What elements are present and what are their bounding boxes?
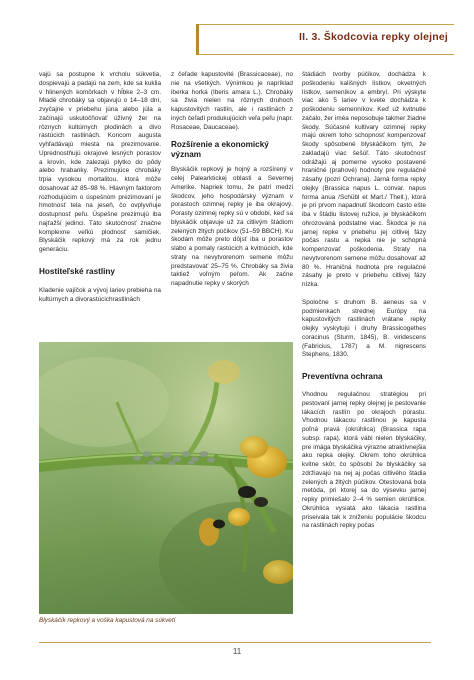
text-column-3: [302, 71, 426, 531]
photo-illustration: [39, 342, 293, 614]
insect-photo: [39, 342, 293, 614]
paragraph: Kladenie vajíčok a vývoj lariev prebieha na kultúrnych a divorastúcichrastlinách: [39, 286, 161, 303]
page-number: 11: [232, 647, 242, 656]
section-heading-host-plants: Hostiteľské rastliny: [39, 266, 115, 276]
paragraph: Spoločne s druhom B. aeneus sa v podmienkach strednej Európy na kapustovitých rastlinách vrátane repky olejky vyskytujú i druhy Brassicogethes coracinus (Sturm, 1845), B. viridescens (Fabricius, 1787) a M. nigrescens Stephens, 1830.: [302, 298, 426, 359]
paragraph: Vhodnou regulačnou stratégiou pri pestovaní jarnej repky olejnej je pestovanie lákacích rastlín po okrajoch porastu. Vhodnou lákacou rastlinou je kapusta poľná pravá (okrúhlica) (Brassica rapa subsp. rapa), ktorá vábi nielen blyskáčiky, pre imága blyskáčika výrazne atraktívnejšia ako repka olejky. Okrem toho okrúhlica kvitne skôr, čo spôsobí že blyskáčiky sa zdržiavajú na nej aj počas citlivého štádia zelených a žltých púčikov. Otestovaná bola metóda, pri ktorej sa do výsevku jarnej repky primiešalo 2–4 % semien okrúhlice. Okrúhlica vysiatá ako lákacia rastlina priseivala tak k zníženiu populácie škodcu na rastlinách repky počas: [302, 391, 426, 530]
section-heading-prevention: Preventívna ochrana: [302, 372, 383, 381]
text-column-1: [39, 71, 161, 304]
text-column-2: [171, 71, 293, 289]
chapter-title: II. 3. Škodcovia repky olejnej: [299, 31, 448, 43]
paragraph: vajú sa postupne k vrcholu súkvetia, dospievajú a padajú na zem, kde sa kuklia v hlinených komôrkach v hĺbke 2–3 cm. Mladé chrobáky sa objavujú o 14–18 dní, zvyčajne v priebehu júna alebo júla a začínajú uskutočňovať úživný žer na rôznych kultúrnych plodinách a divo rastúcich rastlinách. Koncom augusta vyhľadávajú miesta na prezimovanie. Uprednostňujú okrajové lesných porastov a krovín, kde zalezajú plytko do pôdy alebo hrabanky. Prezimujúce chrobáky trpia vysokou mortalitou, ktorá môže dosahovať až 85–98 %. Hlavným faktorom rozhodujúcim o úspešnom prezimovaní je hmotnosť tela na jeseň, čo ovplyvňuje dostupnosť peľu. Úspešne prezimujú iba najťažší jedinci. Táto skutočnosť značne komplexne veľkú plodnosť samičiek. Blyskáčik repkový má za rok jednu generáciu.: [39, 71, 161, 253]
figure-caption: Blyskáčik repkový a voška kapustová na súkvetí: [39, 617, 176, 624]
header-accent-bar: [196, 24, 199, 55]
footer-divider: [39, 642, 431, 643]
paragraph: štádiách tvorby púčikov, dochádza k poškodeniu kališných lístkov, okvetných lístkov, semeníkov a embryí. Pri výskyte viac ako 5 lariev v kvete dochádza k poškodeniu semenníkov. Keď už kvitnutie začalo, žer iméa neposobuje takmer žiadne škody. Súčasné kultivary ozimnej repky majú okrem toho schopnosť kompenzovať škody spôsobené blyskáčikom tým, že zakladajú viac šešúľ. Táto skutočnosť odrážajú aj pomerne vysoko postavené hraničné (prahové) hodnoty pre regulačné zásahy (pozri Ochrana). Jarná forma repky olejky (Brassica napus L. convar. napus forma anua /Schübl et Mart./ Thell.), ktorá je pri prvom napadnutí škodcom často ešte iba v štádiu listovej ružice, je blyskáčikom ohrozovaná podstatne viac. Škodca je na jarnej repke v priebehu jej citlivej fázy počas rastu a repka nie je schopná kompenzovať poškodenia. Straty na nevytvorenom semene môžu dosahovať až 80 %. Hraničná hodnota pre regulačné zásahy je preto v priebehu citlivej fázy nízka.: [302, 71, 426, 288]
paragraph: z čeľade kapustovité (Brassicaceae), no nie na všetkých. Výnimkou je napríklad iberka horká (Iberis amara L.). Chrobáky sa živia nielen na rôznych druhoch kapustovitých rastlín, ale i rastlinách z iných čeľadí produkujúcich veľa peľu (napr. Rosaceae, Daucaceae).: [171, 71, 293, 131]
paragraph: Blyskáčik repkový je hojný a rozšírený v celej Palearktickej oblasti a Severnej Amerike. Napriek tomu, že patrí medzi škodcov, jeho hospodársky význam v porastoch ozimnej repky je iba okrajový. Porasty ozimnej repky sú v období, keď sa blyskáčik objavuje už za citlivým štádiom zelených žltých púčikov (51–59 BBCH). Ku škodám môže preto dôjsť iba u porastov slabo a pomaly rastúcich a kvitnúcich, kde straty na nevytvorenom semene môžu predstavovať 25–75 %. Chrobáky sa živia taktiež voľným peľom. Ak začne napadnutie repky v skorých: [171, 166, 293, 287]
section-heading-distribution: Rozšírenie a ekonomický význam: [171, 140, 269, 160]
